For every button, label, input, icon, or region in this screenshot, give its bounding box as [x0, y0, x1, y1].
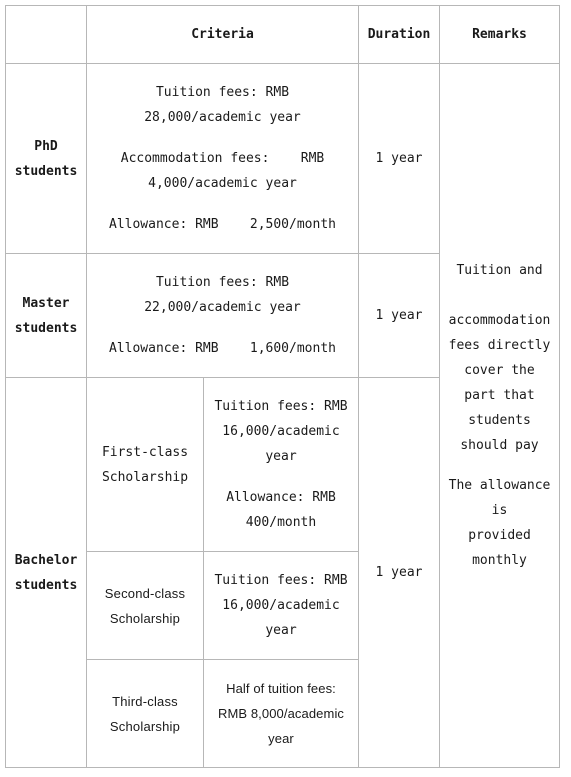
phd-label-line1: PhD: [34, 138, 58, 154]
master-tuition-line2: 22,000/academic year: [144, 300, 301, 315]
header-criteria: Criteria: [87, 6, 359, 64]
bachelor-duration: 1 year: [359, 378, 440, 768]
remarks-spacer: [444, 283, 555, 308]
remarks-line9: is: [491, 503, 508, 518]
remarks-line2: accommodation: [448, 313, 551, 328]
third-class-label-line1: Third-class: [112, 693, 178, 709]
third-class-label-line2: Scholarship: [109, 718, 181, 734]
phd-duration: 1 year: [359, 64, 440, 254]
master-label-cell: [6, 254, 87, 378]
master-allowance: Allowance: RMB 1,600/month: [109, 341, 336, 356]
header-row: [6, 6, 560, 64]
remarks-line7: should pay: [460, 438, 539, 453]
bachelor-label-cell: [6, 378, 87, 768]
second-class-label-line1: Second-class: [104, 585, 186, 601]
phd-row: [6, 64, 560, 254]
master-label-line1: Master: [22, 295, 70, 311]
phd-label-line2: students: [14, 163, 78, 179]
remarks-line6: students: [468, 413, 531, 428]
third-class-tuition-line2: RMB 8,000/academic: [217, 706, 345, 721]
first-class-allowance-line1: Allowance: RMB: [226, 490, 336, 505]
master-tuition-line1: Tuition fees: RMB: [155, 275, 290, 290]
first-class-tuition-line1: Tuition fees: RMB: [214, 399, 348, 414]
remarks-line4: cover the: [464, 363, 535, 378]
bachelor-label-line1: Bachelor: [14, 552, 78, 568]
remarks-line8: The allowance: [448, 478, 551, 493]
remarks-line10: provided: [468, 528, 531, 543]
second-class-label-cell: [87, 552, 204, 660]
first-class-allowance-line2: 400/month: [245, 515, 317, 530]
second-class-label-line2: Scholarship: [109, 610, 181, 626]
remarks-line5: part that: [464, 388, 535, 403]
second-class-tuition-line2: 16,000/academic: [222, 598, 340, 613]
remarks-line11: monthly: [472, 553, 527, 568]
first-class-tuition-line3: year: [265, 449, 297, 464]
remarks-line1: Tuition and: [456, 263, 543, 278]
header-duration: Duration: [359, 6, 440, 64]
remarks-cell: [440, 64, 560, 768]
remarks-line3: fees directly: [448, 338, 551, 353]
second-class-tuition-line3: year: [265, 623, 297, 638]
third-class-tuition-line1: Half of tuition fees:: [226, 681, 336, 696]
phd-tuition-line2: 28,000/academic year: [144, 110, 301, 125]
third-class-criteria-cell: [204, 660, 359, 768]
scholarship-table: [5, 5, 560, 768]
master-label-line2: students: [14, 320, 78, 336]
phd-allowance: Allowance: RMB 2,500/month: [109, 217, 336, 232]
second-class-criteria-cell: [204, 552, 359, 660]
phd-accommodation-line2: 4,000/academic year: [148, 176, 297, 191]
first-class-criteria-cell: [204, 378, 359, 552]
header-empty-cell: [6, 6, 87, 64]
phd-label-cell: [6, 64, 87, 254]
master-duration: 1 year: [359, 254, 440, 378]
third-class-label-cell: [87, 660, 204, 768]
phd-tuition-line1: Tuition fees: RMB: [155, 85, 290, 100]
second-class-tuition-line1: Tuition fees: RMB: [214, 573, 348, 588]
first-class-label-cell: [87, 378, 204, 552]
phd-accommodation-line1: Accommodation fees: RMB: [120, 151, 325, 166]
third-class-tuition-line3: year: [268, 731, 294, 746]
master-criteria-cell: [87, 254, 359, 378]
first-class-label-line1: First-class: [101, 444, 189, 460]
first-class-label-line2: Scholarship: [101, 469, 189, 485]
header-remarks: Remarks: [440, 6, 560, 64]
bachelor-label-line2: students: [14, 577, 78, 593]
phd-criteria-cell: [87, 64, 359, 254]
first-class-tuition-line2: 16,000/academic: [222, 424, 340, 439]
